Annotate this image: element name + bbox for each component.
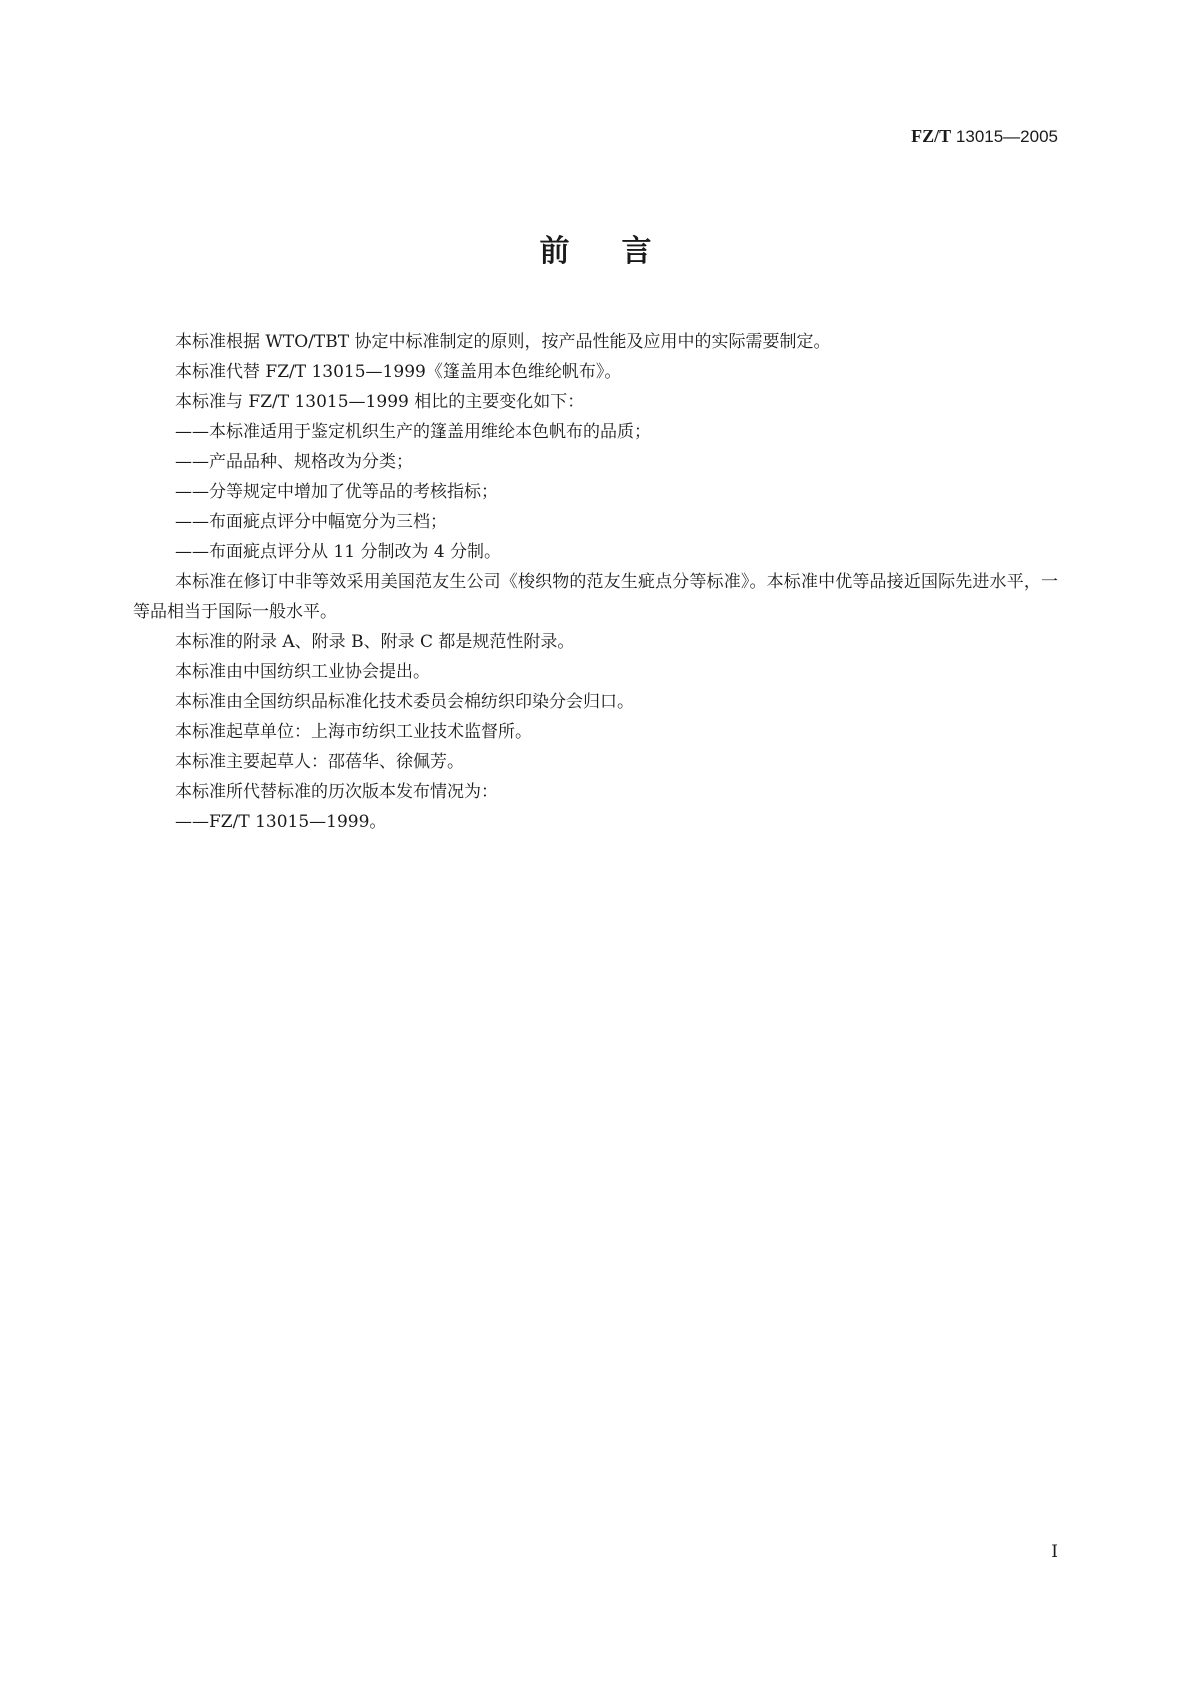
list-item-history: ——FZ/T 13015—1999。 bbox=[175, 812, 387, 832]
paragraph-history-intro: 本标准所代替标准的历次版本发布情况为： bbox=[175, 782, 498, 802]
paragraph-basis: 本标准根据 WTO/TBT 协定中标准制定的原则，按产品性能及应用中的实际需要制定。 bbox=[175, 332, 831, 352]
list-item-change: ——分等规定中增加了优等品的考核指标； bbox=[175, 482, 498, 502]
paragraph-drafters: 本标准主要起草人：邵蓓华、徐佩芳。 bbox=[175, 752, 464, 772]
standard-code bbox=[911, 126, 1058, 147]
list-item-change: ——布面疵点评分从 11 分制改为 4 分制。 bbox=[175, 542, 502, 562]
paragraph-changes-intro: 本标准与 FZ/T 13015—1999 相比的主要变化如下： bbox=[175, 392, 585, 412]
paragraph-proposed-by: 本标准由中国纺织工业协会提出。 bbox=[175, 662, 430, 682]
foreword-body bbox=[133, 327, 1058, 837]
paragraph-revision: 本标准在修订中非等效采用美国范友生公司《梭织物的范友生疵点分等标准》。本标准中优等品接近国际先进水平，一等品相当于国际一般水平。 bbox=[133, 572, 1058, 622]
list-item-change: ——本标准适用于鉴定机织生产的篷盖用维纶本色帆布的品质； bbox=[175, 422, 651, 442]
page-number: I bbox=[1051, 1542, 1058, 1562]
page-title: 前言 bbox=[539, 234, 704, 269]
paragraph-administered-by: 本标准由全国纺织品标准化技术委员会棉纺织印染分会归口。 bbox=[175, 692, 634, 712]
paragraph-replaces: 本标准代替 FZ/T 13015—1999《篷盖用本色维纶帆布》。 bbox=[175, 362, 622, 382]
paragraph-drafting-unit: 本标准起草单位：上海市纺织工业技术监督所。 bbox=[175, 722, 532, 742]
standard-code-prefix: FZ/T bbox=[911, 126, 952, 146]
standard-code-number: 13015—2005 bbox=[955, 127, 1058, 146]
list-item-change: ——产品品种、规格改为分类； bbox=[175, 452, 413, 472]
paragraph-annexes: 本标准的附录 A、附录 B、附录 C 都是规范性附录。 bbox=[175, 632, 575, 652]
list-item-change: ——布面疵点评分中幅宽分为三档； bbox=[175, 512, 447, 532]
